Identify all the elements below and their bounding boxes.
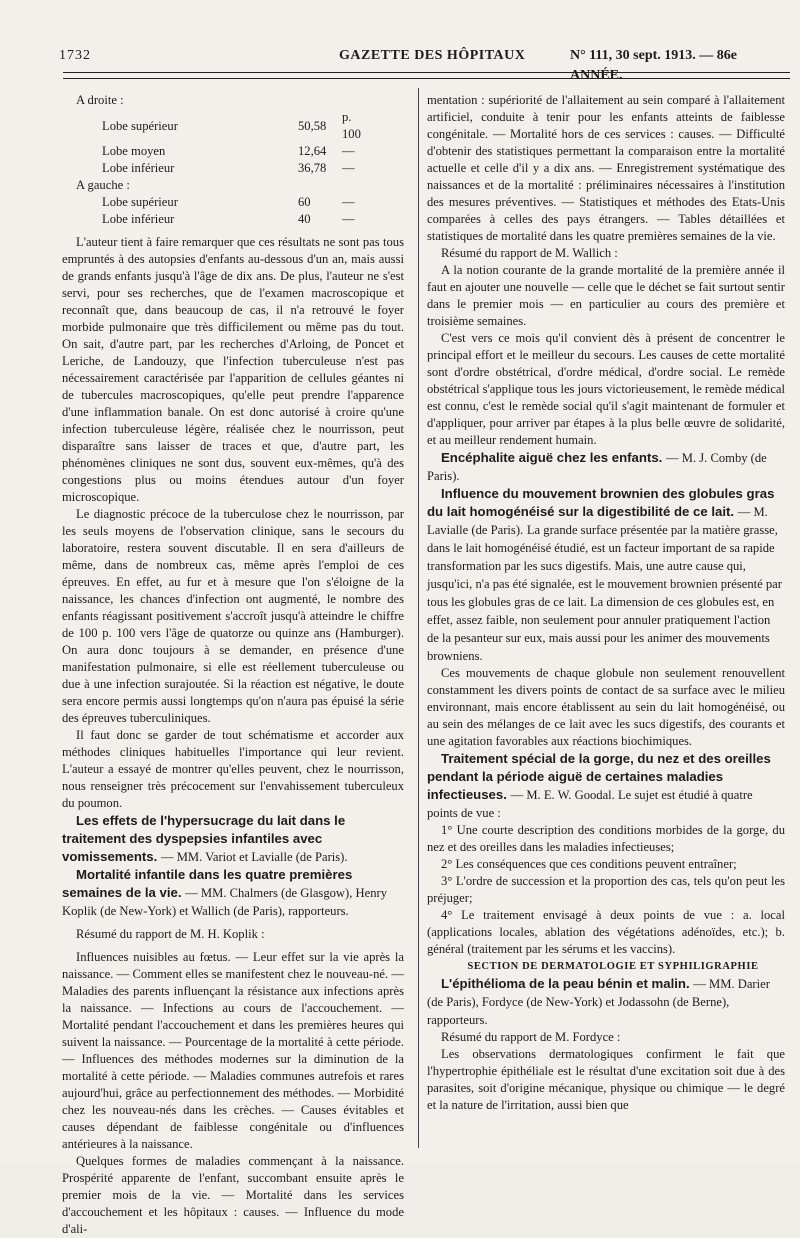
summary-heading: Résumé du rapport de M. Fordyce : (441, 1030, 621, 1044)
list-item: 2° Les conséquences que ces conditions peuvent entraîner; (441, 857, 737, 871)
lobe-value: 60 (298, 195, 311, 209)
section-authors: — MM. Chalmers (de Glasgow), Henry Koplik (de New-York) et Wallich (de Paris), rapporteurs. (62, 886, 387, 918)
table-row (102, 160, 368, 177)
lobe-label: Lobe moyen (102, 144, 166, 158)
lobe-value: 40 (298, 212, 311, 226)
summary-heading: Résumé du rapport de M. H. Koplik : (76, 927, 265, 941)
paragraph: mentation : supériorité de l'allaitement au sein comparé à l'allaitement artificiel, conduite à tenir pour les enfants atteints de faiblesse congénitale. — Mortalité hors de ces services : causes. — Difficulté d'obtenir des statistiques permettant la comparaison entre la mortalité actuelle et celle d'il y a dix ans. — Enregistrement systématique des naissances et de la mortalité : préliminaires nécessaires à l'institution des mesures préventives. — Statistiques et méthodes des Etats-Unis comparées à celles des pays étrangers. — Tables détaillées et statistiques de mortalité dans les quatre premières semaines de la vie. (427, 93, 785, 243)
section-heading (427, 485, 785, 665)
table-row (102, 143, 368, 160)
section-heading (427, 975, 785, 1029)
section-title: Traitement spécial de la gorge, du nez et des oreilles pendant la période aiguë de certaines maladies infectieuses. (427, 751, 771, 802)
section-heading (427, 449, 785, 485)
paragraph: Le diagnostic précoce de la tuberculose chez le nourrisson, par les seuls moyens de l'observation clinique, sans le secours du laboratoire, restera souvent discutable. Il en sera d'ailleurs de même, dans de nombreux cas, même après l'emploi de ces épreuves. En effet, au fur et à mesure que l'on s'éloigne de la naissance, les chances d'infection ont augmenté, le nombre des enfants réagissant positivement s'accroît jusqu'à atteindre le chiffre de 100 p. 100 vers l'âge de quatorze ou quinze ans (Hamburger). On aura donc toujours à se demander, en présence d'une manifestation pulmonaire, si elle est réellement tuberculeuse ou due à une infection surajoutée. Si la réaction est négative, le doute sera encore permis aussi longtemps qu'on n'aura pas épuisé la série des épreuves tuberculiniques. (62, 507, 404, 725)
paragraph: Influences nuisibles au fœtus. — Leur effet sur la vie après la naissance. — Comment elles se manifestent chez le nouveau-né. — Maladies des parents influençant la résistance aux infections après la naissance. — Infections au cours de l'accouchement. — Mortalité pendant l'accouchement et dans les premières heures qui suivent la naissance. — Pourcentage de la mortalité à cette période. — Influences des méthodes modernes sur la diminution de la mortalité à cette période. — Maladies communes autrefois et rares aujourd'hui, grâce au perfectionnement des méthodes. — Morbidité chez les nouveau-nés dans les crèches. — Causes évitables et causes dépendant de faiblesse congénitale ou d'influences antérieures à la naissance. (62, 950, 404, 1151)
journal-title: GAZETTE DES HÔPITAUX (339, 48, 526, 63)
section-heading (62, 866, 404, 920)
section-authors: — M. J. Comby (de Paris). (427, 451, 767, 483)
section-title: Les effets de l'hypersucrage du lait dans le traitement des dyspepsies infantiles avec vomissements. (62, 813, 346, 864)
issue-info: N° 111, 30 sept. 1913. — 86e ANNÉE. (570, 48, 737, 83)
section-heading (427, 750, 785, 822)
paragraph: Les observations dermatologiques confirment le fait que l'hypertrophie épithéliale est le résultat d'une excitation soit due à des parasites, soit d'origine mécanique, physique ou chimique — le degré et la nature de l'irritation, aussi bien que (427, 1047, 785, 1112)
lobe-label: Lobe inférieur (102, 161, 175, 175)
paragraph: C'est vers ce mois qu'il convient dès à présent de concentrer le principal effort et le meilleur du secours. Les causes de cette mortalité sont d'ordre obstétrical, d'ordre médical, d'ordre social. Le remède obstétrical s'applique tous les jours victorieusement, le remède médical est connu, c'est le remède social qu'il s'agit maintenant de formuler et d'appliquer, pour arriver par étapes à la plus belle œuvre de solidarité, et au meilleur rendement humain. (427, 331, 785, 447)
paragraph: L'auteur tient à faire remarquer que ces résultats ne sont pas tous empruntés à des autopsies d'enfants au-dessous d'un an, mais aussi de grands enfants jusqu'à l'âge de dix ans. De plus, l'auteur ne s'est servi, pour ses recherches, que de l'examen macroscopique et reconnaît que, dans beaucoup de cas, il n'a retrouvé le foyer morbide pulmonaire que très difficilement ou même pas du tout. On sait, d'autre part, par les recherches d'Arloing, de Poncet et Leriche, de Landouzy, que l'infection tuberculeuse n'est pas nécessairement caractérisée par l'apparition de cellules géantes ni de tubercules macroscopiques, qu'elle peut prendre l'apparence d'une inflammation banale. On est donc autorisé à croire qu'une infection tuberculeuse légère, réalisée chez le nourrisson, peut disparaître sans laisser de traces et que, d'autre part, les phénomènes cliniques ne sont dus, souvent eux-mêmes, qu'à des congestions plus ou moins étendues autour d'un foyer microscopique. (62, 235, 404, 504)
list-item: 1° Une courte description des conditions morbides de la gorge, du nez et des oreilles dans les maladies infectieuses; (427, 823, 785, 854)
lobe-value: 12,64 (298, 144, 327, 158)
paragraph: A la notion courante de la grande mortalité de la première année il faut en ajouter une nouvelle — celle que le déchet se fait surtout sentir dans le premier mois — en particulier au cours des première et troisième semaines. (427, 263, 785, 328)
lobe-unit: — (342, 161, 355, 175)
list-item: 4° Le traitement envisagé à deux points de vue : a. local (applications locales, ablation des végétations adénoïdes, etc.); b. général (traitement par les sérums et les vaccins). (427, 908, 785, 956)
lobes-left-heading: A gauche : (76, 178, 130, 192)
summary-heading: Résumé du rapport de M. Wallich : (441, 246, 618, 260)
lobe-unit: p. 100 (342, 110, 361, 141)
lobe-label: Lobe supérieur (102, 118, 178, 133)
lobe-value: 50,58 (298, 118, 327, 133)
paragraph: Quelques formes de maladies commençant à la naissance. Prospérité apparente de l'enfant, succombant ensuite après le premier mois de la vie. — Mortalité dans les services d'accouchement et les hôpitaux : causes. — Influence du mode d'ali- (62, 1154, 404, 1236)
table-row (102, 194, 368, 211)
header-rule-thin (63, 78, 790, 79)
section-divider-title: SECTION DE DERMATOLOGIE ET SYPHILIGRAPHIE (467, 961, 759, 972)
section-title: Encéphalite aiguë chez les enfants. (441, 450, 663, 465)
header-rule (63, 72, 790, 73)
right-column (427, 92, 785, 1114)
lobe-value: 36,78 (298, 161, 327, 175)
section-title: Influence du mouvement brownien des globules gras du lait homogénéisé sur la digestibilité de ce lait. (427, 486, 775, 519)
lobe-unit: — (342, 212, 355, 226)
lobe-label: Lobe supérieur (102, 195, 178, 209)
section-authors: — M. E. W. Goodal. Le sujet est étudié à quatre points de vue : (427, 788, 753, 820)
section-authors: — M. Lavialle (de Paris). (427, 505, 768, 537)
lobes-right-heading: A droite : (76, 93, 124, 107)
list-item: 3° L'ordre de succession et la proportion des cas, tels qu'on peut les préjuger; (427, 874, 785, 905)
table-row (102, 109, 368, 143)
column-divider (418, 88, 419, 1148)
lobes-right-table (102, 109, 368, 177)
section-authors: — MM. Variot et Lavialle (de Paris). (160, 850, 348, 864)
paragraph: Il faut donc se garder de tout schématisme et accorder aux méthodes cliniques habituelles l'importance qui leur revient. L'auteur a essayé de montrer qu'elles peuvent, chez le nourrisson, nous renseigner très précocement sur l'envahissement tuberculeux du poumon. (62, 728, 404, 810)
section-body: La grande surface présentée par la matière grasse, dans le lait homogénéisé étudié, est un facteur important de sa rapide transformation par les sucs digestifs. Mais, une autre cause qui, jusqu'ici, n'a pas été signalée, est le mouvement brownien présenté par tous les globules gras de ce lait. La dimension de ces globules est, en effet, assez faible, non seulement pour annuler pratiquement l'action de la pesanteur sur eux, mais aussi pour les animer des mouvements browniens. (427, 523, 782, 663)
section-title: Mortalité infantile dans les quatre premières semaines de la vie. (62, 867, 353, 900)
section-heading (62, 812, 404, 866)
lobes-left-table (102, 194, 368, 228)
lobe-label: Lobe inférieur (102, 212, 175, 226)
page-header (55, 46, 790, 83)
section-title: L'épithélioma de la peau bénin et malin. (441, 976, 690, 991)
left-column (62, 92, 404, 1238)
table-row (102, 211, 368, 228)
paragraph: Ces mouvements de chaque globule non seulement renouvellent constamment les divers points de contact de sa surface avec le milieu environnant, mais encore établissent au sein du lait homogénéisé, ou au sein des mélanges de ce lait avec les sucs digestifs, des courants et une agitation favorables aux réactions biochimiques. (427, 666, 785, 748)
section-authors: — MM. Darier (de Paris), Fordyce (de New-York) et Jodassohn (de Berne), rapporteurs. (427, 977, 770, 1027)
lobe-unit: — (342, 144, 355, 158)
page-number: 1732 (59, 48, 91, 63)
lobe-unit: — (342, 195, 355, 209)
